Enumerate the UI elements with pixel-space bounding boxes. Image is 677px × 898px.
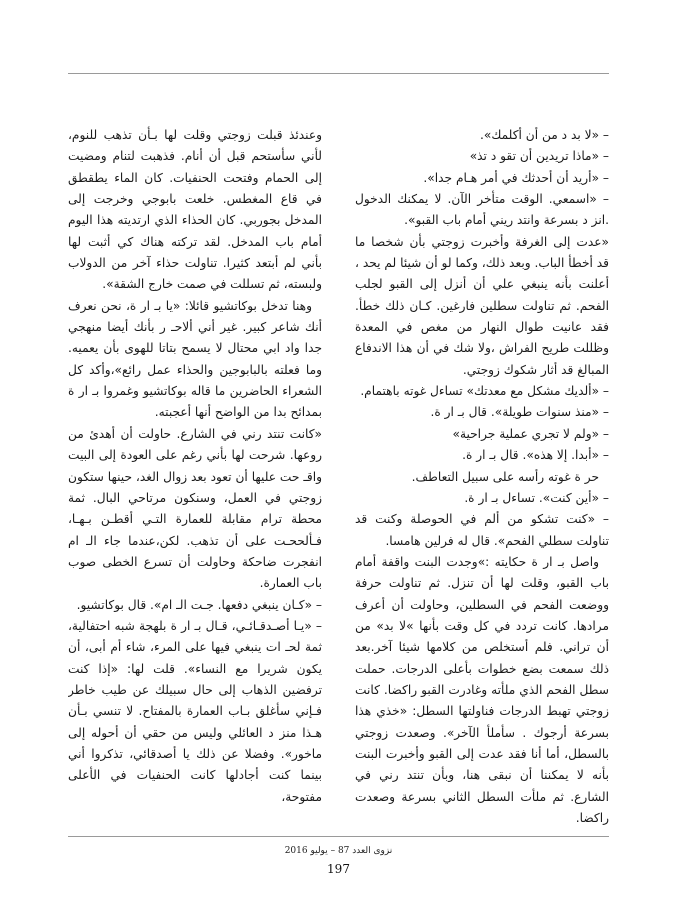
article-column-right: [355, 125, 609, 831]
paragraph: – «أين كنت». تساءل بـ ار ة.: [464, 490, 609, 505]
paragraph: حر ة غوته رأسه على سبيل التعاطف.: [411, 469, 599, 484]
paragraph: «كانت تنتد رني في الشارع. حاولت أن أهدئ من روعها. شرحت لها بأني رغم على العودة إلى البيت واقـ حت عليها أن تعود بعد زوال الغد، حينها ستكون زوجتي في العمل، وسنكون مرتاحي البال. ثمة محطة ترام مقابلة للعمارة التـي أقطـن بـهـا، فـألححـت على أن تذهب. لكن،عندما جاء الـ ام انفجرت ضاحكة وحاولت أن تسرع الخطى صوب باب العمارة.: [68, 426, 322, 591]
page-number: 197: [327, 862, 350, 876]
paragraph: وعندئذ قبلت زوجتي وقلت لها بـأن تذهب للنوم، لأني سأستحم قبل أن أنام. فذهبت لتنام ومضيت إلى الحمام وفتحت الحنفيات. كان الماء يطقطق في قاع المغطس. خلعت بابوجي وخرجت إلى المدخل بجوربي. كان الحذاء الذي ارتديته هذا اليوم أمام باب المدخل. لقد تركته هناك كي أثبت لها بأني لم أبتعد كثيرا. تناولت حذاء آخر من الدولاب ولبسته، ثم تسللت في صمت خارج الشقة».: [68, 128, 322, 292]
paragraph: واصل بـ ار ة حكايته :»وجدت البنت واقفة أمام باب القبو، وقلت لها أن تنزل. ثم تناولت حرفة ووضعت الفحم في السطلين، وحاولت أن أعرف مرادها. كانت تردد في كل وقت بأنها »لا بد» من أن تراني. فلم أستخلص من كلامها شيئا آخر.بعد ذلك سمعت بضع خطوات بأعلى الدرجات. حملت سطل الفحم الذي ملأته وغادرت القبو راكضا. كانت زوجتي تهبط الدرجات فناولتها السطل: «خذي هذا بسرعة أرجوك . سأملأ الآخر». وصعدت زوجتي بالسطل، أما أنا فقد عدت إلى القبو وأخبرت البنت بأنه لا يمكننا أن نبقى هنا، وبأن تنتد رني في الشارع. ثم ملأت السطل الثاني بسرعة وصعدت راكضا.: [355, 554, 609, 825]
paragraph: – «يـا أصـدقـائـي، قـال بـ ار ة بلهجة شبه احتفالية، ثمة لحـ ات ينبغي فيها على المرء، شاء أم أبى، أن يكون شريرا مع النساء». قلت لها: «إذا كنت ترفضين الذهاب إلى حال سبيلك عن طيب خاطر فـإني سأغلق بـاب العمارة بالمفتاح. لا تنسي بـأن هـذا منز د العائلي وليس من حقي أن أحوله إلى ماخور». وفضلا عن ذلك يا أصدقائي، تذكروا أني بينما كنت أجادلها كانت الحنفيات في الأعلى مفتوحة،: [68, 618, 322, 804]
paragraph: – «كـان ينبغي دفعها. جـت الـ ام». قال بوكاتشيو.: [76, 597, 322, 612]
paragraph: – «ماذا تريدين أن تقو د تذ»: [469, 149, 609, 164]
header-rule: [68, 73, 609, 74]
paragraph: – «لا بد د من أن أكلمك».: [480, 128, 609, 142]
paragraph: – «ولم لا تجري عملية جراحية»: [452, 426, 609, 441]
paragraph: «عدت إلى الغرفة وأخبرت زوجتي بأن شخصا ما قد أخطأ الباب. وبعد ذلك، وكما لو أن شيئا لم يحد ، أعلنت بأنه ينبغي علي أن أنزل إلى القبو لجلب الفحم. ثم تناولت سطلين فارغين. كـان ذلك خطأ. فقد عانيت طوال النهار من مغص في المعدة وظللت طريح الفراش ،ولا شك في أن هذا الاندفاع المبالغ قد أثار شكوك زوجتي.: [355, 234, 609, 377]
footer-rule: [68, 836, 609, 837]
paragraph: – «أريد أن أحدثك في أمر هـام جدا».: [423, 170, 609, 185]
paragraph: – «ألديك مشكل مع معدتك» تساءل غوته باهتمام.: [360, 384, 609, 399]
issue-info: نزوى العدد 87 – يوليو 2016: [284, 846, 393, 856]
paragraph: – «منذ سنوات طويلة». قال بـ ار ة.: [430, 405, 609, 420]
paragraph: – «كنت تشكو من ألم في الحوصلة وكنت قد تناولت سطلي الفحم». قال له فرلين هامسا.: [355, 512, 609, 548]
paragraph: – «أبدا. إلا هذه». قال بـ ار ة.: [462, 448, 609, 463]
paragraph: وهنا تدخل بوكاتشيو قائلا: «يا بـ ار ة، نحن نعرف أنك شاعر كبير. غير أني ألاحـ ر بأنك أيضا منهجي جدا واد ابي محتال لا يسمح بتاتا للهوى بأن يعميه. وما فعلته بالبابوجين والحذاء عمل رائع»،وأكد كل الشعراء الحاضرين ما قاله بوكاتشيو وغمروا بـ ار ة بمدائح بدا من الواضح أنها أعجبته.: [68, 298, 322, 420]
article-column-left: [68, 125, 322, 831]
paragraph: – «اسمعي. الوقت متأخر الآن. لا يمكنك الدخول .انز د بسرعة وانتد ريني أمام باب القبو».: [355, 192, 609, 228]
